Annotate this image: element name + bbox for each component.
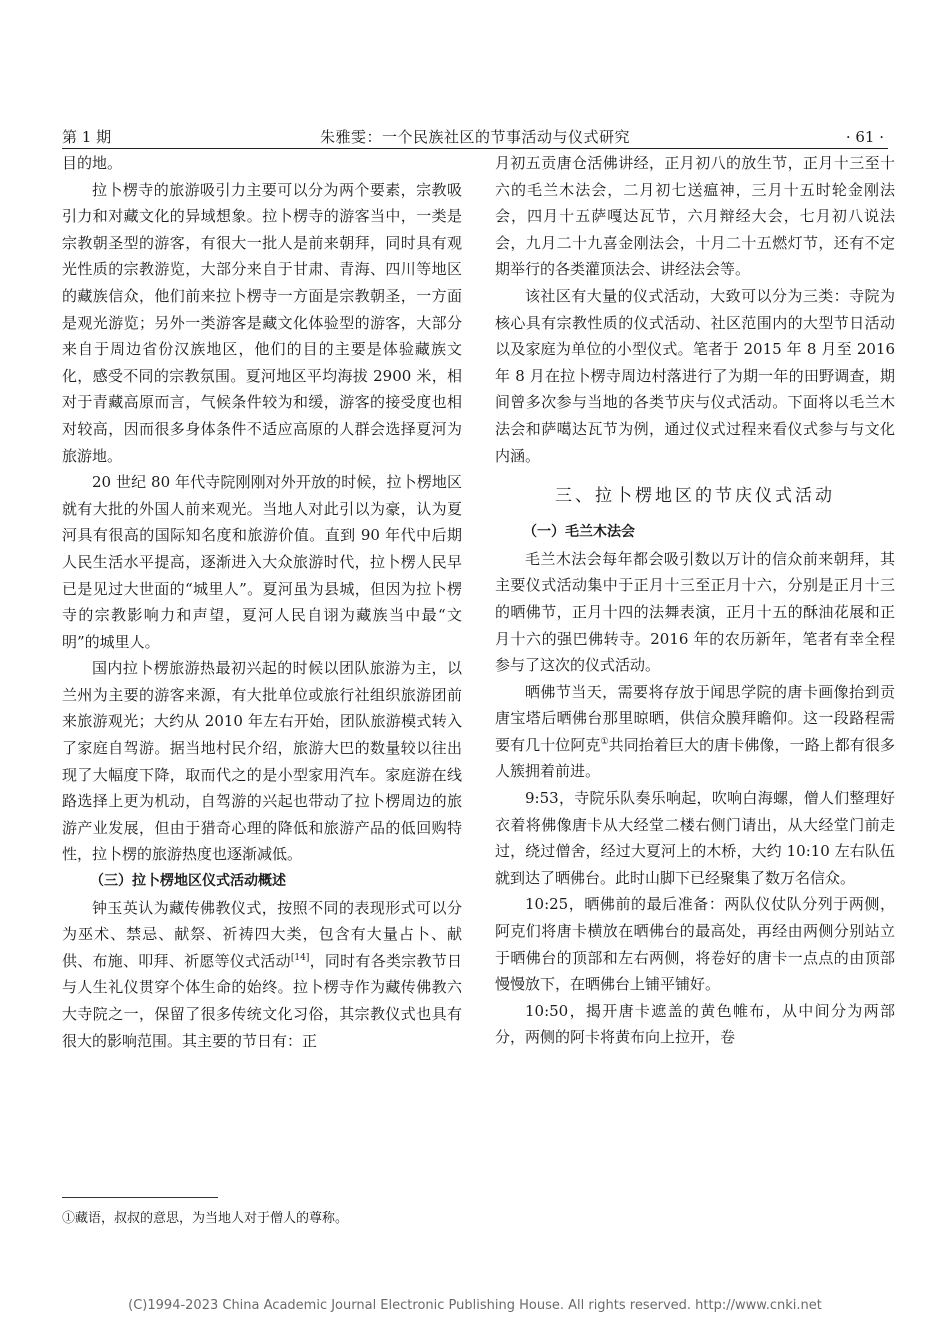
paragraph: 毛兰木法会每年都会吸引数以万计的信众前来朝拜，其主要仪式活动集中于正月十三至正月十六，分别是正月十三的晒佛节，正月十四的法舞表演，正月十五的酥油花展和正月十六的强巴佛转寺。2016 年的农历新年，笔者有幸全程参与了这次的仪式活动。 xyxy=(495,549,895,675)
footnote-divider xyxy=(62,1197,218,1198)
paragraph: 该社区有大量的仪式活动，大致可以分为三类：寺院为核心具有宗教性质的仪式活动、社区范围内的大型节日活动以及家庭为单位的小型仪式。笔者于 2015 年 8 月至 2016 年 8 月在拉卜楞寺周边村落进行了为期一年的田野调查，期间曾多次参与当地的各类节庆与仪式活动。下面将以毛兰木法会和萨噶达瓦节为例，通过仪式过程来看仪式参与与文化内涵。 xyxy=(495,286,895,465)
paragraph-text: ，同时有各类宗教节日与人生礼仪贯穿个体生命的始终。拉卜楞寺作为藏传佛教六大寺院之一，保留了很多传统文化习俗，其宗教仪式也具有很大的影响范围。其主要的节日有：正 xyxy=(62,951,462,1050)
paragraph: 9:53，寺院乐队奏乐响起，吹响白海螺，僧人们整理好衣着将佛像唐卡从大经堂二楼右侧门请出，从大经堂门前走过，绕过僧舍，经过大夏河上的木桥，大约 10:10 左右队伍就到达了晒佛台。此时山脚下已经聚集了数万名信众。 xyxy=(495,789,895,887)
paragraph-text: 晒佛节当天，需要将存放于闻思学院的唐卡画像抬到贡唐宝塔后晒佛台那里晾晒，供信众膜拜瞻仰。这一段路程需要有几十位阿克 xyxy=(495,682,895,754)
paragraph-text: 共同抬着巨大的唐卡佛像，一路上都有很多人簇拥着前进。 xyxy=(495,735,895,781)
paragraph: 月初五贡唐仓活佛讲经，正月初八的放生节，正月十三至十六的毛兰木法会，二月初七送瘟神，三月十五时轮金刚法会，四月十五萨嘎达瓦节，六月辩经大会，七月初八说法会，九月二十九喜金刚法会，十月二十五燃灯节，还有不定期举行的各类灌顶法会、讲经法会等。 xyxy=(495,154,895,279)
paragraph: 10:50，揭开唐卡遮盖的黄色帷布，从中间分为两部分，两侧的阿卡将黄布向上拉开，卷 xyxy=(495,1001,895,1047)
left-column xyxy=(62,150,462,1190)
paragraph: 拉卜楞寺的旅游吸引力主要可以分为两个要素，宗教吸引力和对藏文化的异域想象。拉卜楞寺的游客当中，一类是宗教朝圣型的游客，有很大一批人是前来朝拜，同时具有观光性质的宗教游览，大部分来自于甘肃、青海、四川等地区的藏族信众，他们前来拉卜楞寺一方面是宗教朝圣，一方面是观光游览；另外一类游客是藏文化体验型的游客，大部分来自于周边省份汉族地区，他们的目的主要是体验藏族文化，感受不同的宗教氛围。夏河地区平均海拔 2900 米，相对于青藏高原而言，气候条件较为和缓，游客的接受度也相对较高，因而很多身体条件不适应高原的人群会选择夏河为旅游地。 xyxy=(62,180,462,465)
footnote-marker[interactable]: ① xyxy=(600,736,609,747)
citation-reference[interactable]: [14] xyxy=(290,952,310,963)
paragraph: 国内拉卜楞旅游热最初兴起的时候以团队旅游为主，以兰州为主要的游客来源，有大批单位或旅行社组织旅游团前来旅游观光；大约从 2010 年左右开始，团队旅游模式转入了家庭自驾游。据当地村民介绍，旅游大巴的数量较以往出现了大幅度下降，取而代之的是小型家用汽车。家庭游在线路选择上更为机动，自驾游的兴起也带动了拉卜楞周边的旅游产业发展，但由于猎奇心理的降低和旅游产品的低回购特性，拉卜楞的旅游热度也逐渐减低。 xyxy=(62,659,462,864)
page-number: · 61 · xyxy=(845,128,884,146)
footnote: ①藏语，叔叔的意思，为当地人对于僧人的尊称。 xyxy=(62,1211,349,1226)
paragraph: 目的地。 xyxy=(62,154,123,172)
copyright-notice: (C)1994-2023 China Academic Journal Electronic Publishing House. All rights reserved. http://www.cnki.net xyxy=(128,1298,822,1313)
section-title: 三、拉卜楞地区的节庆仪式活动 xyxy=(555,486,835,507)
paragraph: 10:25，晒佛前的最后准备：两队仪仗队分列于两侧，阿克们将唐卡横放在晒佛台的最高处，再经由两侧分别站立于晒佛台的顶部和左右两侧，将卷好的唐卡一点点的由顶部慢慢放下，在晒佛台上铺平铺好。 xyxy=(495,895,895,994)
paragraph: 20 世纪 80 年代寺院刚刚对外开放的时候，拉卜楞地区就有大批的外国人前来观光。当地人对此引以为豪，认为夏河具有很高的国际知名度和旅游价值。直到 90 年代中后期人民生活水平提高，逐渐进入大众旅游时代，拉卜楞人民早已是见过大世面的“城里人”。夏河虽为县城，但因为拉卜楞寺的宗教影响力和声望，夏河人民自诩为藏族当中最“文明”的城里人。 xyxy=(62,473,462,651)
paragraph xyxy=(495,679,895,785)
paragraph-text: 钟玉英认为藏传佛教仪式，按照不同的表现形式可以分为巫术、禁忌、献祭、祈祷四大类，包含有大量占卜、献供、布施、叩拜、祈愿等仪式活动 xyxy=(62,898,462,970)
right-column xyxy=(495,150,895,1190)
issue-number: 第 1 期 xyxy=(62,128,112,146)
subsection-heading: （三）拉卜楞地区仪式活动概述 xyxy=(90,873,286,890)
paragraph xyxy=(62,895,462,1055)
subsection-heading: （一）毛兰木法会 xyxy=(523,524,635,541)
running-header xyxy=(62,126,888,149)
running-title: 朱雅雯：一个民族社区的节事活动与仪式研究 xyxy=(319,128,630,146)
